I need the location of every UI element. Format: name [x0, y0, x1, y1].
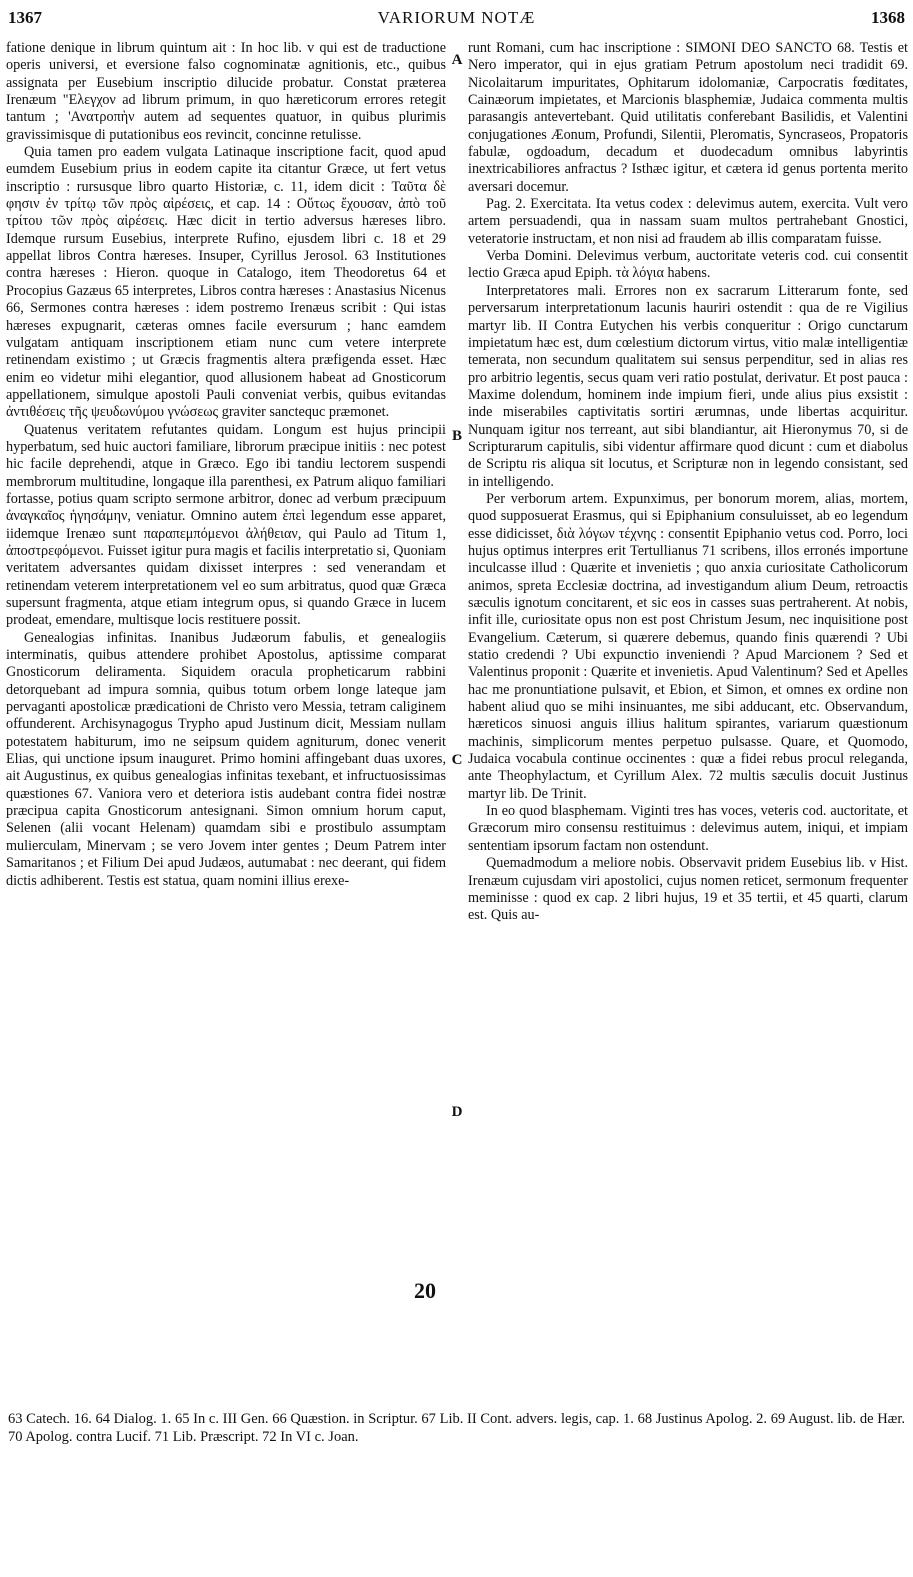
- left-column: [6, 40, 446, 1392]
- margin-marker-c: C: [451, 752, 463, 768]
- right-column: [468, 40, 908, 1392]
- running-header: [8, 6, 905, 34]
- paragraph: Quia tamen pro eadem vulgata Latinaque inscriptione facit, quod apud eumdem Eusebium prius in eodem capite ita citantur Græce, ut fert vetus inscriptio : rursusque libro quarto Historiæ, c. 11, idem dicit : Ταῦτα δὲ φησιν ἐν τρίτῳ τῶν πρὸς αἱρέσεις, et cap. 14 : Οὕτως ἔχουσαν, ἀπὸ τοῦ τρίτου τῶν πρὸς αἱρέσεις. Hæc dicit in tertio adversus hæreses libro. Idemque rursum Eusebius, interprete Rufino, ejusdem libri c. 18 et 29 appellat libros Contra hæreses. Insuper, Cyrillus Jerosol. 63 Institutiones contra hæreses : Hieron. quoque in Catalogo, item Theodoretus 64 et Procopius Gazæus 65 interpretes, Libros contra hæreses : Anastasius Nicenus 66, Sermones contra hæreses : idem postremo Irenæus scribit : Qui istas hæreses expugnarit, cæteras omnes facile eversurum ; hanc eamdem vulgatam antiquam inscriptionem etiam nunc cum vetere interprete retinendam existimo ; ut Græcis fragmentis altera præfigenda esset. Hæc enim eo videtur mihi elegantior, quod allusionem habeat ad Gnosticorum appellationem, simulque apostoli Pauli conveniat verbis, quibus evitandas ἀντιθέσεις τῆς ψευδωνύμου γνώσεως graviter sanctequc præmonet.: [6, 144, 446, 421]
- margin-marker-a: A: [451, 52, 463, 68]
- page-number-left: 1367: [8, 8, 42, 27]
- footnotes: 63 Catech. 16. 64 Dialog. 1. 65 In c. III Gen. 66 Quæstion. in Scriptur. 67 Lib. II Cont. advers. legis, cap. 1. 68 Justinus Apolog. 2. 69 August. lib. de Hær. 70 Apolog. contra Lucif. 71 Lib. Præscript. 72 In VI c. Joan.: [8, 1411, 905, 1445]
- paragraph: In eo quod blasphemam. Viginti tres has voces, veteris cod. auctoritate, et Græcorum miro consensu restituimus : delevimus autem, iniqui, et impiam sententiam ipsorum factam non ostendunt.: [468, 803, 908, 854]
- paragraph: Pag. 2. Exercitata. Ita vetus codex : delevimus autem, exercita. Vult vero artem persuadendi, qua in nassam suam multos pertrahebant Gnostici, veteratorie instructam, et non nisi ad fraudem ab illis comparatam fuisse.: [468, 196, 908, 247]
- paragraph: Quemadmodum a meliore nobis. Observavit pridem Eusebius lib. v Hist. Irenæum cujusdam viri apostolici, cujus nomen reticet, sermonum frequenter meminisse : quod ex cap. 2 libri hujus, 19 et 35 tertii, et 45 quarti, clarum est. Quis au-: [468, 855, 908, 924]
- paragraph: Interpretatores mali. Errores non ex sacrarum Litterarum fonte, sed perversarum interpretationum lacunis hauriri ostendit : qua de re Vigilius martyr lib. II Contra Eutychen his verbis conqueritur : Origo cunctarum impietatum hæc est, dum cœlestium dictorum virtus, vitio malæ intelligentiæ temerata, non secundum qualitatem sui sensus perpenditur, sed in alias res pro arbitrio legentis, secus quam veri ratio postulat, derivatur. Et post pauca : Maxime dolendum, hominem inde impium fieri, unde alius pius exsistit : inde miserabiles captivitatis sortiri ærumnas, unde libertas acquiritur. Nunquam igitur nos terreant, aut sibi blandiantur, ait Hieronymus 70, si de Scripturarum capitulis, sibi videntur affirmare quod dicunt : cum et diabolus de Scriptu ris aliqua sit locutus, et Scripturæ non in legendo consistant, sed in intelligendo.: [468, 282, 908, 490]
- paragraph: runt Romani, cum hac inscriptione : SIMONI DEO SANCTO 68. Testis et Nero imperator, qui in ejus gratiam Petrum apostolum neci tradidit 69. Nicolaitarum impuritates, Ophitarum idolomaniæ, Carpocratis fœditates, Cainæorum impietates, et Marcionis blasphemiæ, Judaica commenta multis parasangis antevertebant. Quid utilitatis conferebant Basilidis, et Valentini conjugationes Æonum, Profundi, Silentii, Pleromatis, Syncraseos, Propatoris fabulæ, ogdoadum, decadum et duodecadum omnibus labyrintis inextricabiliores anfractus ? Isthæc igitur, et cætera id genus portenta merito aversari docemur.: [468, 40, 908, 195]
- paragraph: Verba Domini. Delevimus verbum, auctoritate veteris cod. cui consentit lectio Græca apud Epiph. τὰ λόγια habens.: [468, 248, 908, 282]
- margin-marker-d: D: [451, 1104, 463, 1120]
- paragraph: fatione denique in librum quintum ait : In hoc lib. v qui est de traductione operis universi, et eversione falso cognominatæ agnitionis, etc., quibus assignata per Eusebium inscriptio dilucide probatur. Constat præterea Irenæum "Ελεγχον ad librum primum, in quo hæreticorum errores retegit tantum ; 'Ανατροπὴν autem ad sequentes quatuor, in quibus plurimis gravissimisque di putationibus eos revincit, concinne retulisse.: [6, 40, 446, 143]
- page-number-right: 1368: [871, 8, 905, 27]
- running-title: VARIORUM NOTÆ: [377, 8, 536, 27]
- paragraph: Quatenus veritatem refutantes quidam. Longum est hujus principii hyperbatum, sed huic auctori familiare, librorum præcipue initiis : nec potest hic facile deprehendi, atque in Græco. Ego ibi tandiu lectorem suspendi membrorum multitudine, longaque illa parenthesi, ex Patrum aliquo familiari fortasse, potius quam scripto sermone arbitror, donec ad verbum præcipuum ἀναγκαῖος ἡγησάμην, veniatur. Omnino autem ἐπεὶ legendum esse apparet, iidemque Irenæo sunt παραπεμπόμενοι ἀλήθειαν, qui Paulo ad Titum 1, ἀποστρεφόμενοι. Fuisset igitur pura magis et facilis interpretatio si, Quoniam veritatem adversantes quidam dixisset interpres : sed venerandam et retinendam veterem interpretationem vel eo sum arbitratus, quod quæ Græca supersunt fragmenta, atque etiam integrum opus, si quando Græce in lucem prodeat, emendare, multisque locis restituere possit.: [6, 421, 446, 629]
- signature-mark: 20: [414, 1278, 436, 1303]
- paragraph: Per verborum artem. Expunximus, per bonorum morem, alias, mortem, quod supposuerat Erasmus, qui si Epiphanium consuluisset, ab eo legendum esse didicisset, διὰ λόγων τέχνης : consentit Epiphanio vetus cod. Porro, loci hujus optimus interpres erit Tertullianus 71 scribens, illos erronés importune inculcasse illud : Quærite et invenietis ; quo anxia curiositate Catholicorum animos, spreta Ecclesiæ doctrina, ad investigandum alium Deum, retroactis sæculis ignotum concitarent, et sic eos in casses suas pertraherent. At nobis, infit ille, curiositate opus non est post Christum Jesum, nec inquisitione post Evangelium. Cæterum, si quærere debemus, quando finis quærendi ? Ubi statio credendi ? Ubi expunctio inveniendi ? Apud Marcionem ? Sed et Valentinus proponit : Quærite et invenietis. Apud Valentinum? Sed et Apelles hac me pronuntiatione pulsavit, et Ebion, et Simon, et omnes ex ordine non habent aliud quo se mihi insinuantes, me sibi adducant, etc. Observandum, hæreticos sinuosi anguis illius halitum spirantes, variarum quæstionum machinis, simplicorum mentes perpetuo pulsasse. Quare, et Quomodo, Judaica vocabula continue occinentes : quæ a fidei rebus procul releganda, ante Theophylactum, et Cyrillum Alex. 72 multis sæculis docuit Justinus martyr lib. De Trinit.: [468, 490, 908, 802]
- margin-marker-b: B: [451, 428, 462, 444]
- paragraph: Genealogias infinitas. Inanibus Judæorum fabulis, et genealogiis interminatis, quibus attendere prohibet Apostolus, aptissime comparat Gnosticorum deliramenta. Siquidem oracula propheticarum rabbini detorquebant ad impura somnia, quibus totum orbem longe lateque jam pervaganti apostolicæ prædicationi de Christo vero Messia, tetram caliginem offunderent. Archisynagogus Trypho apud Justinum dicit, Messiam nullam potestatem habiturum, imo ne seipsum quidem agniturum, donec venerit Elias, qui unctione ipsum inauguret. Primo homini affingebant duas uxores, ait Augustinus, ex quibus genealogias infinitas texebant, et infructuosissimas quæstiones 67. Vaniora vero et deteriora istis audebant contra fidei nostræ præcipua capita Gnosticorum antesignani. Simon omnium horum caput, Selenen (alii vocant Helenam) quamdam sibi e prostibulo assumptam mulierculam, Minervam ; se vero Jovem inter gentes ; Deum Patrem inter Samaritanos ; et Filium Dei apud Judæos, autumabat : nec deerant, qui fidem dictis adhiberent. Testis est statua, quam nomini illius erexe-: [6, 629, 446, 889]
